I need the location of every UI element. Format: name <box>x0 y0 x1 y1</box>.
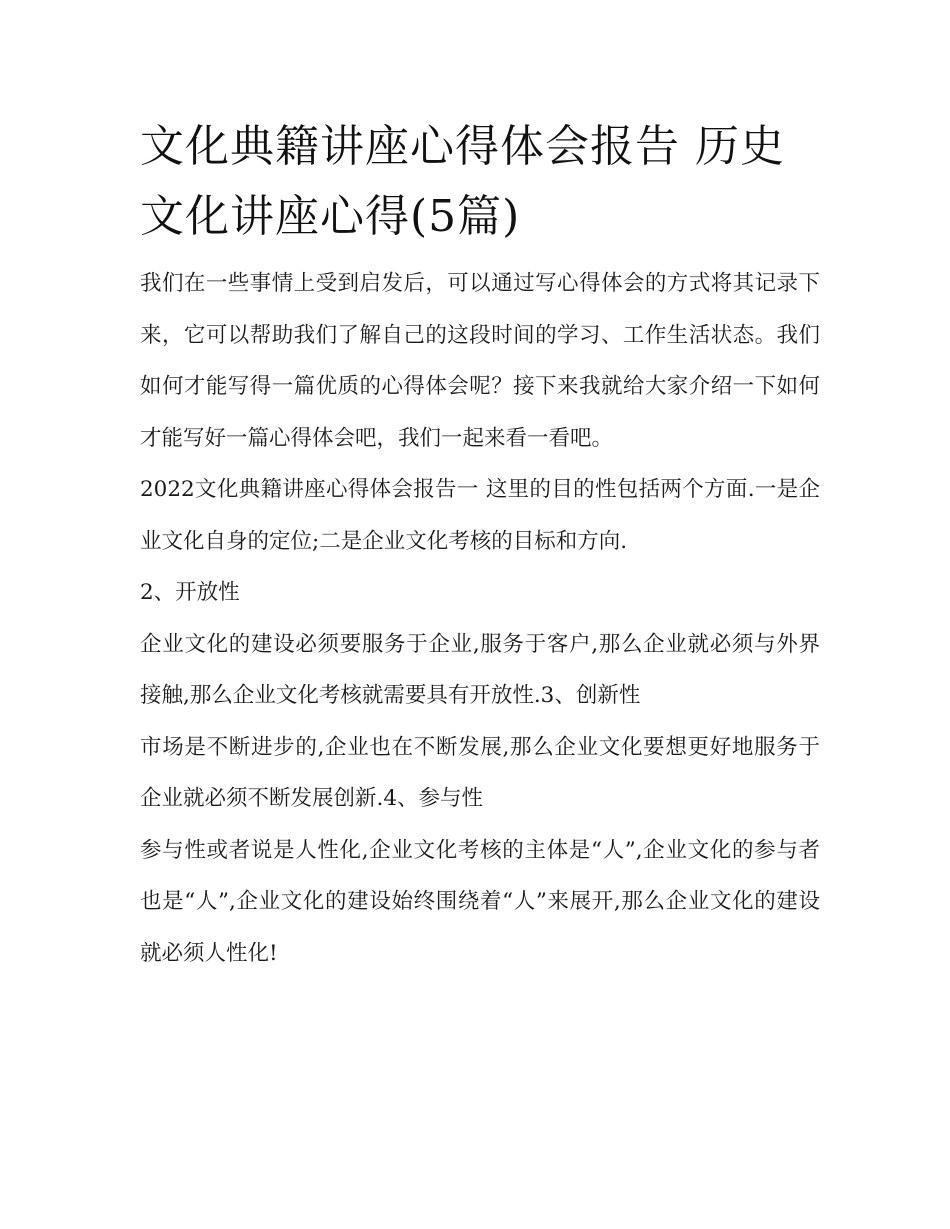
document-body <box>140 112 820 979</box>
openness-paragraph: 企业文化的建设必须要服务于企业,服务于客户,那么企业就必须与外界接触,那么企业文化考核就需要具有开放性.3、创新性 <box>140 631 820 708</box>
openness-heading: 2、开放性 <box>140 580 240 605</box>
intro-paragraph: 我们在一些事情上受到启发后，可以通过写心得体会的方式将其记录下来，它可以帮助我们了解自己的这段时间的学习、工作生活状态。我们如何才能写得一篇优质的心得体会呢？接下来我就给大家介绍一下如何才能写好一篇心得体会吧，我们一起来看一看吧。 <box>140 271 820 451</box>
innovation-paragraph: 市场是不断进步的,企业也在不断发展,那么企业文化要想更好地服务于企业就必须不断发展创新.4、参与性 <box>140 734 820 811</box>
participation-paragraph: 参与性或者说是人性化,企业文化考核的主体是“人”,企业文化的参与者也是“人”,企业文化的建设始终围绕着“人”来展开,那么企业文化的建设就必须人性化! <box>140 837 820 966</box>
report-one-paragraph: 2022文化典籍讲座心得体会报告一 这里的目的性包括两个方面.一是企业文化自身的定位;二是企业文化考核的目标和方向. <box>140 477 820 554</box>
document-title: 文化典籍讲座心得体会报告 历史文化讲座心得(5篇) <box>140 121 785 242</box>
